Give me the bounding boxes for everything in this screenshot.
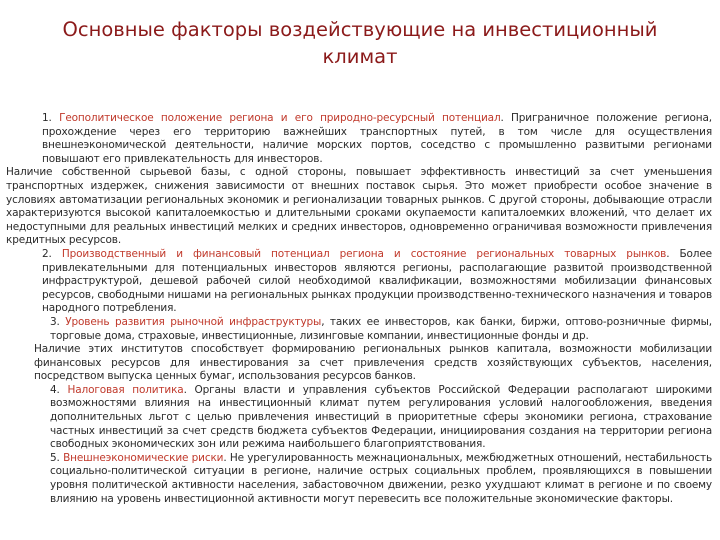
paragraph-1 (6, 112, 712, 166)
paragraph-4 (6, 384, 712, 452)
paragraph-1b (6, 166, 712, 248)
paragraph-1b-text: Наличие собственной сырьевой базы, с одной стороны, повышает эффективность инвестиций за счет уменьшения транспортных издержек, снижения зависимости от внешних поставок сырья. Это может приобрести особое значение в условиях автоматизации региональных экономик и регионализации товарных рынков. С другой стороны, добывающие отрасли характеризуются высокой капиталоемкостью и длительными сроками окупаемости капиталоемких вложений, что делает их недоступными для реальных инвестиций мелких и средних инвесторов, одновременно ограничивая возможности привлечения кредитных ресурсов. (6, 166, 712, 247)
paragraph-2-highlight: Производственный и финансовый потенциал региона и состояние региональных товарных рынков (61, 247, 667, 260)
paragraph-4-number: 4. (50, 383, 60, 396)
paragraph-5-text: . Не урегулированность межнациональных, межбюджетных отношений, нестабильность социально-политической ситуации в регионе, наличие острых социальных проблем, проявляющихся в повышении уровня политической активности населения, забастовочном движении, резко ухудшают климат в регионе и по своему влиянию на уровень инвестиционной активности могут перевесить все положительные экономические факторы. (50, 451, 712, 505)
paragraph-2-text: . Более привлекательными для потенциальных инвесторов являются регионы, располагающие развитой производственной инфраструктурой, дешевой рабочей силой необходимой квалификации, возможностями мобилизации финансовых ресурсов, свободными нишами на региональных рынках продукции производственно-технического назначения и товаров народного потребления. (42, 247, 712, 315)
paragraph-4-highlight: Налоговая политика (67, 383, 184, 396)
paragraph-3 (6, 316, 712, 343)
paragraph-3-highlight: Уровень развития рыночной инфраструктуры (65, 315, 322, 328)
paragraph-3-number: 3. (50, 315, 60, 328)
paragraph-1-text: . Приграничное положение региона, прохождение через его территорию важнейших транспортных путей, в том числе для осуществления внешнеэкономической деятельности, наличие морских портов, соседство с промышленно развитыми регионами повышают его привлекательность для инвесторов. (42, 112, 712, 165)
paragraph-3b (6, 343, 712, 384)
paragraph-3b-text: Наличие этих институтов способствует формированию региональных рынков капитала, возможности мобилизации финансовых ресурсов для инвестирования за счет привлечения средств хозяйствующих субъектов, населения, посредством выпуска ценных бумаг, использования ресурсов банков. (34, 343, 712, 383)
slide-title: Основные факторы воздействующие на инвестиционный климат (62, 18, 658, 68)
paragraph-2-number: 2. (42, 247, 52, 260)
paragraph-1-highlight: Геополитическое положение региона и его природно-ресурсный потенциал (59, 112, 501, 124)
paragraph-5-highlight: Внешнеэкономические риски (63, 451, 224, 464)
paragraph-4-text: . Органы власти и управления субъектов Российской Федерации располагают широкими возможностями влияния на инвестиционный климат путем регулирования условий налогообложения, введения дополнительных льгот с целью привлечения инвестиций в приоритетные сферы экономики региона, страхование частных инвестиций за счет средств бюджета субъектов Федерации, инициирования создания на территории региона свободных экономических зон или режима наибольшего благоприятствования. (50, 383, 712, 451)
paragraph-5-number: 5. (50, 451, 60, 464)
paragraph-1-number: 1. (42, 112, 52, 124)
paragraph-2 (6, 248, 712, 316)
paragraph-5 (6, 452, 712, 506)
paragraph-3-text: , таких ее инвесторов, как банки, биржи, оптово-розничные фирмы, торговые дома, страховые, инвестиционные, лизинговые компании, инвестиционные фонды и др. (50, 315, 712, 342)
body-text (6, 112, 712, 506)
